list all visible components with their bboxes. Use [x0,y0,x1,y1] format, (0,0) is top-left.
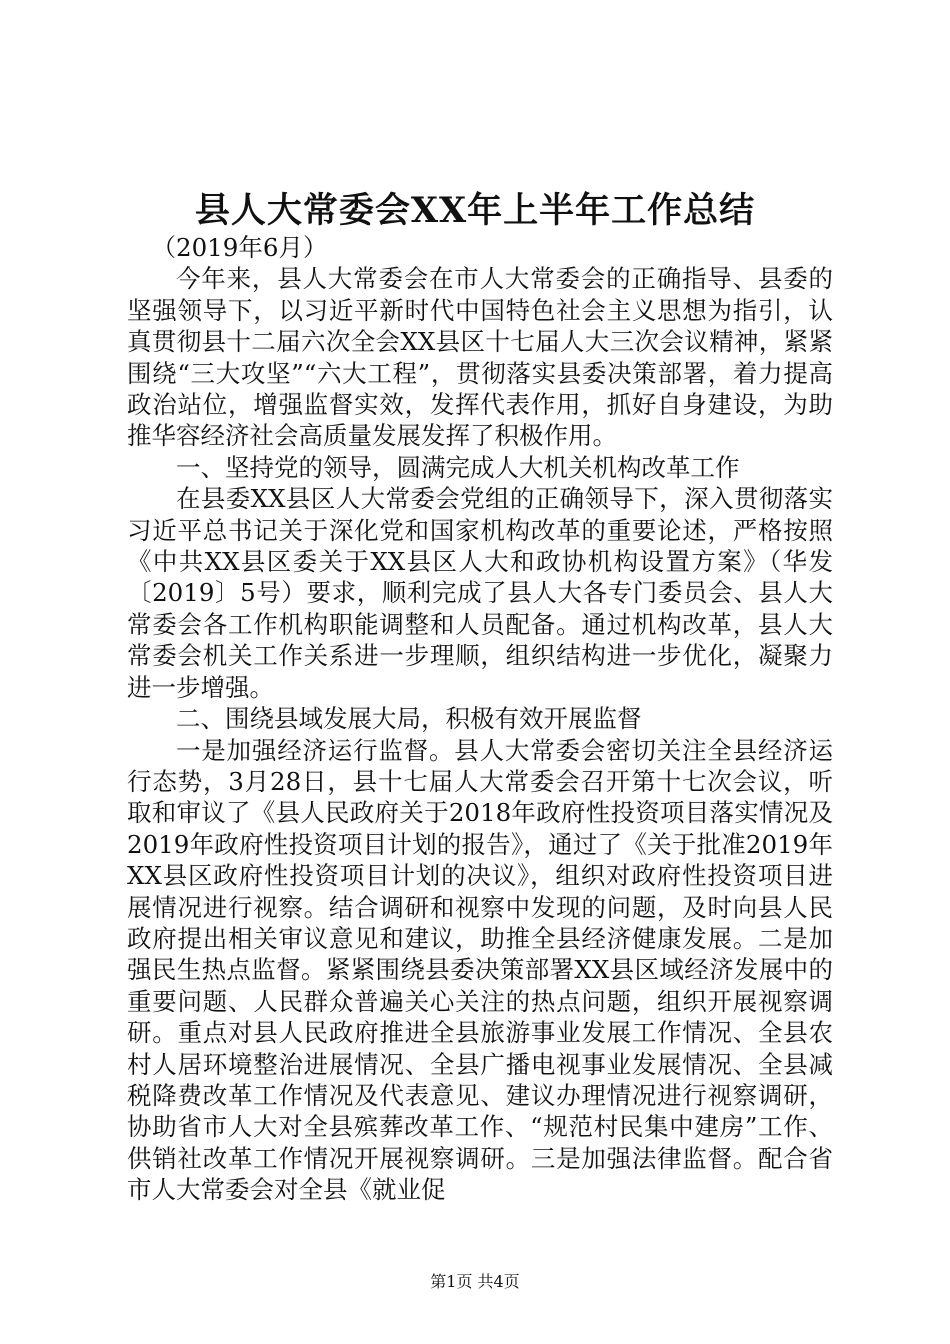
document-title: 县人大常委会XX年上半年工作总结 [194,190,756,231]
paragraph-section-1: 在县委XX县区人大常委会党组的正确领导下，深入贯彻落实习近平总书记关于深化党和国家机构改革的重要论述，严格按照《中共XX县区委关于XX县区人大和政协机构设置方案》（华发〔2019〕5号）要求，顺利完成了县人大各专门委员会、县人大常委会各工作机构职能调整和人员配备。通过机构改革，县人大常委会机关工作关系进一步理顺，组织结构进一步优化，凝聚力进一步增强。 [127,484,833,702]
paragraph-section-2: 一是加强经济运行监督。县人大常委会密切关注全县经济运行态势，3月28日，县十七届人大常委会召开第十七次会议，听取和审议了《县人民政府关于2018年政府性投资项目落实情况及2019年政府性投资项目计划的报告》，通过了《关于批准2019年XX县区政府性投资项目计划的决议》，组织对政府性投资项目进展情况进行视察。结合调研和视察中发现的问题，及时向县人民政府提出相关审议意见和建议，助推全县经济健康发展。二是加强民生热点监督。紧紧围绕县委决策部署XX县区域经济发展中的重要问题、人民群众普遍关心关注的热点问题，组织开展视察调研。重点对县人民政府推进全县旅游事业发展工作情况、全县农村人居环境整治进展情况、全县广播电视事业发展情况、全县减税降费改革工作情况及代表意见、建议办理情况进行视察调研，协助省市人大对全县殡葬改革工作、“规范村民集中建房”工作、供销社改革工作情况开展视察调研。三是加强法律监督。配合省市人大常委会对全县《就业促 [127,735,833,1205]
paragraph-intro: 今年来，县人大常委会在市人大常委会的正确指导、县委的坚强领导下，以习近平新时代中国特色社会主义思想为指引，认真贯彻县十二届六次全会XX县区十七届人大三次会议精神，紧紧围绕“三大攻坚”“六大工程”，贯彻落实县委决策部署，着力提高政治站位，增强监督实效，发挥代表作用，抓好自身建设，为助推华容经济社会高质量发展发挥了积极作用。 [127,264,833,451]
page-footer: 第1页 共4页 [430,1272,520,1291]
section-heading-1: 一、坚持党的领导，圆满完成人大机关机构改革工作 [176,452,740,482]
section-heading-2: 二、围绕县域发展大局，积极有效开展监督 [176,704,642,734]
date-line: （2019年6月） [151,233,328,262]
document-body [127,232,833,1206]
